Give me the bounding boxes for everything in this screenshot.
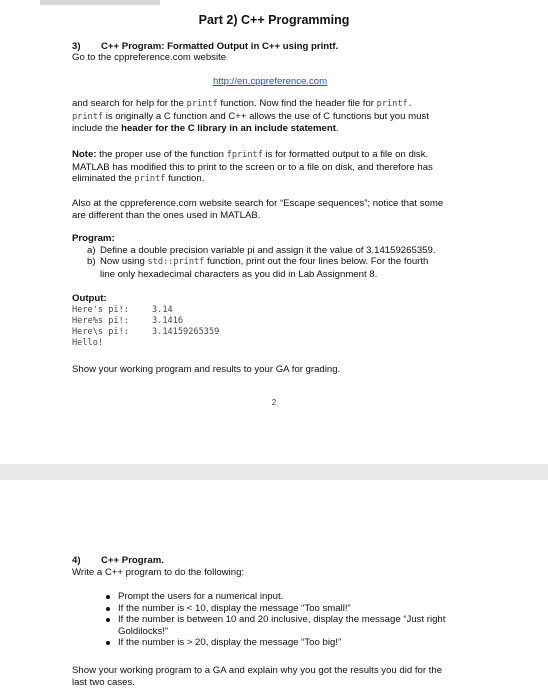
program-section: Program: a) Define a double precision variable pi and assign it the value of 3.14159265359. b) Now using std::printf function, print out the four lines below. For the fourth line only hexadecimal characters as you did in Lab Assignment 8. [72,233,492,280]
note-label: Note: [72,149,97,160]
code-printf: printf [134,174,166,185]
question-4-intro: Write a C++ program to do the following: [72,567,245,578]
code-fprintf: fprintf [226,150,263,160]
list-item: If the number is < 10, display the message “Too small!” [106,603,486,615]
goto-instruction: Go to the cppreference.com website [72,52,227,63]
escape-paragraph: Also at the cppreference.com website search for “Escape sequences”; notice that some are different than the ones used in MATLAB. [72,198,444,221]
list-item: Prompt the users for a numerical input. [106,591,486,603]
page-title: Part 2) C++ Programming [198,13,350,27]
output-line: Hello! [72,338,104,349]
requirements-list [106,591,486,649]
question-title: C++ Program. [101,555,164,566]
code-printf: printf [186,99,218,109]
note-paragraph: Note: the proper use of the function fprintf is for formatted output to a file on disk. MATLAB has modified this to print to the screen or to a file on disk, and therefore has eliminated the printf function. [72,149,433,185]
output-section [72,293,492,349]
question-4-heading [72,555,492,567]
search-paragraph: and search for help for the printf function. Now find the header file for printf. printf is originally a C function and C++ allows the use of C functions but you must include the header for the C library in an include statement. [72,98,429,135]
page-number: 2 [271,398,277,407]
page-top-strip [40,0,160,5]
code-printf: printf [72,111,104,122]
code-std-printf: std::printf [147,257,205,268]
output-line: Here's pi!: 3.14 [72,304,173,315]
output-line: Here%s pi!: 3.1416 [72,315,184,326]
show-instruction: Show your working program and results to your GA for grading. [72,364,341,375]
question-title: C++ Program: Formatted Output in C++ using printf. [101,41,339,52]
list-item: If the number is > 20, display the message “Too big!” [106,637,486,649]
question-number: 4) [72,555,81,566]
output-line: Here\s pi!: 3.14159265359 [72,327,220,337]
document-page-2 [0,480,548,700]
program-item-b: b) Now using std::printf function, print out the four lines below. For the fourth [87,256,429,268]
list-item: If the number is between 10 and 20 inclusive, display the message “Just right Goldilocks!” [106,614,486,637]
question-number: 3) [72,41,81,52]
show-explain-instruction: Show your working program to a GA and explain why you got the results you did for the last two cases. [72,665,443,688]
question-3-heading [72,41,492,53]
program-item-a: a) Define a double precision variable pi and assign it the value of 3.14159265359. [87,244,436,256]
cppreference-link[interactable]: http://en.cppreference.com [213,76,328,87]
header-emphasis: header for the C library in an include statement [121,123,336,135]
code-printf: printf. [376,99,413,109]
program-label: Program: [72,233,115,244]
output-label: Output: [72,293,107,304]
